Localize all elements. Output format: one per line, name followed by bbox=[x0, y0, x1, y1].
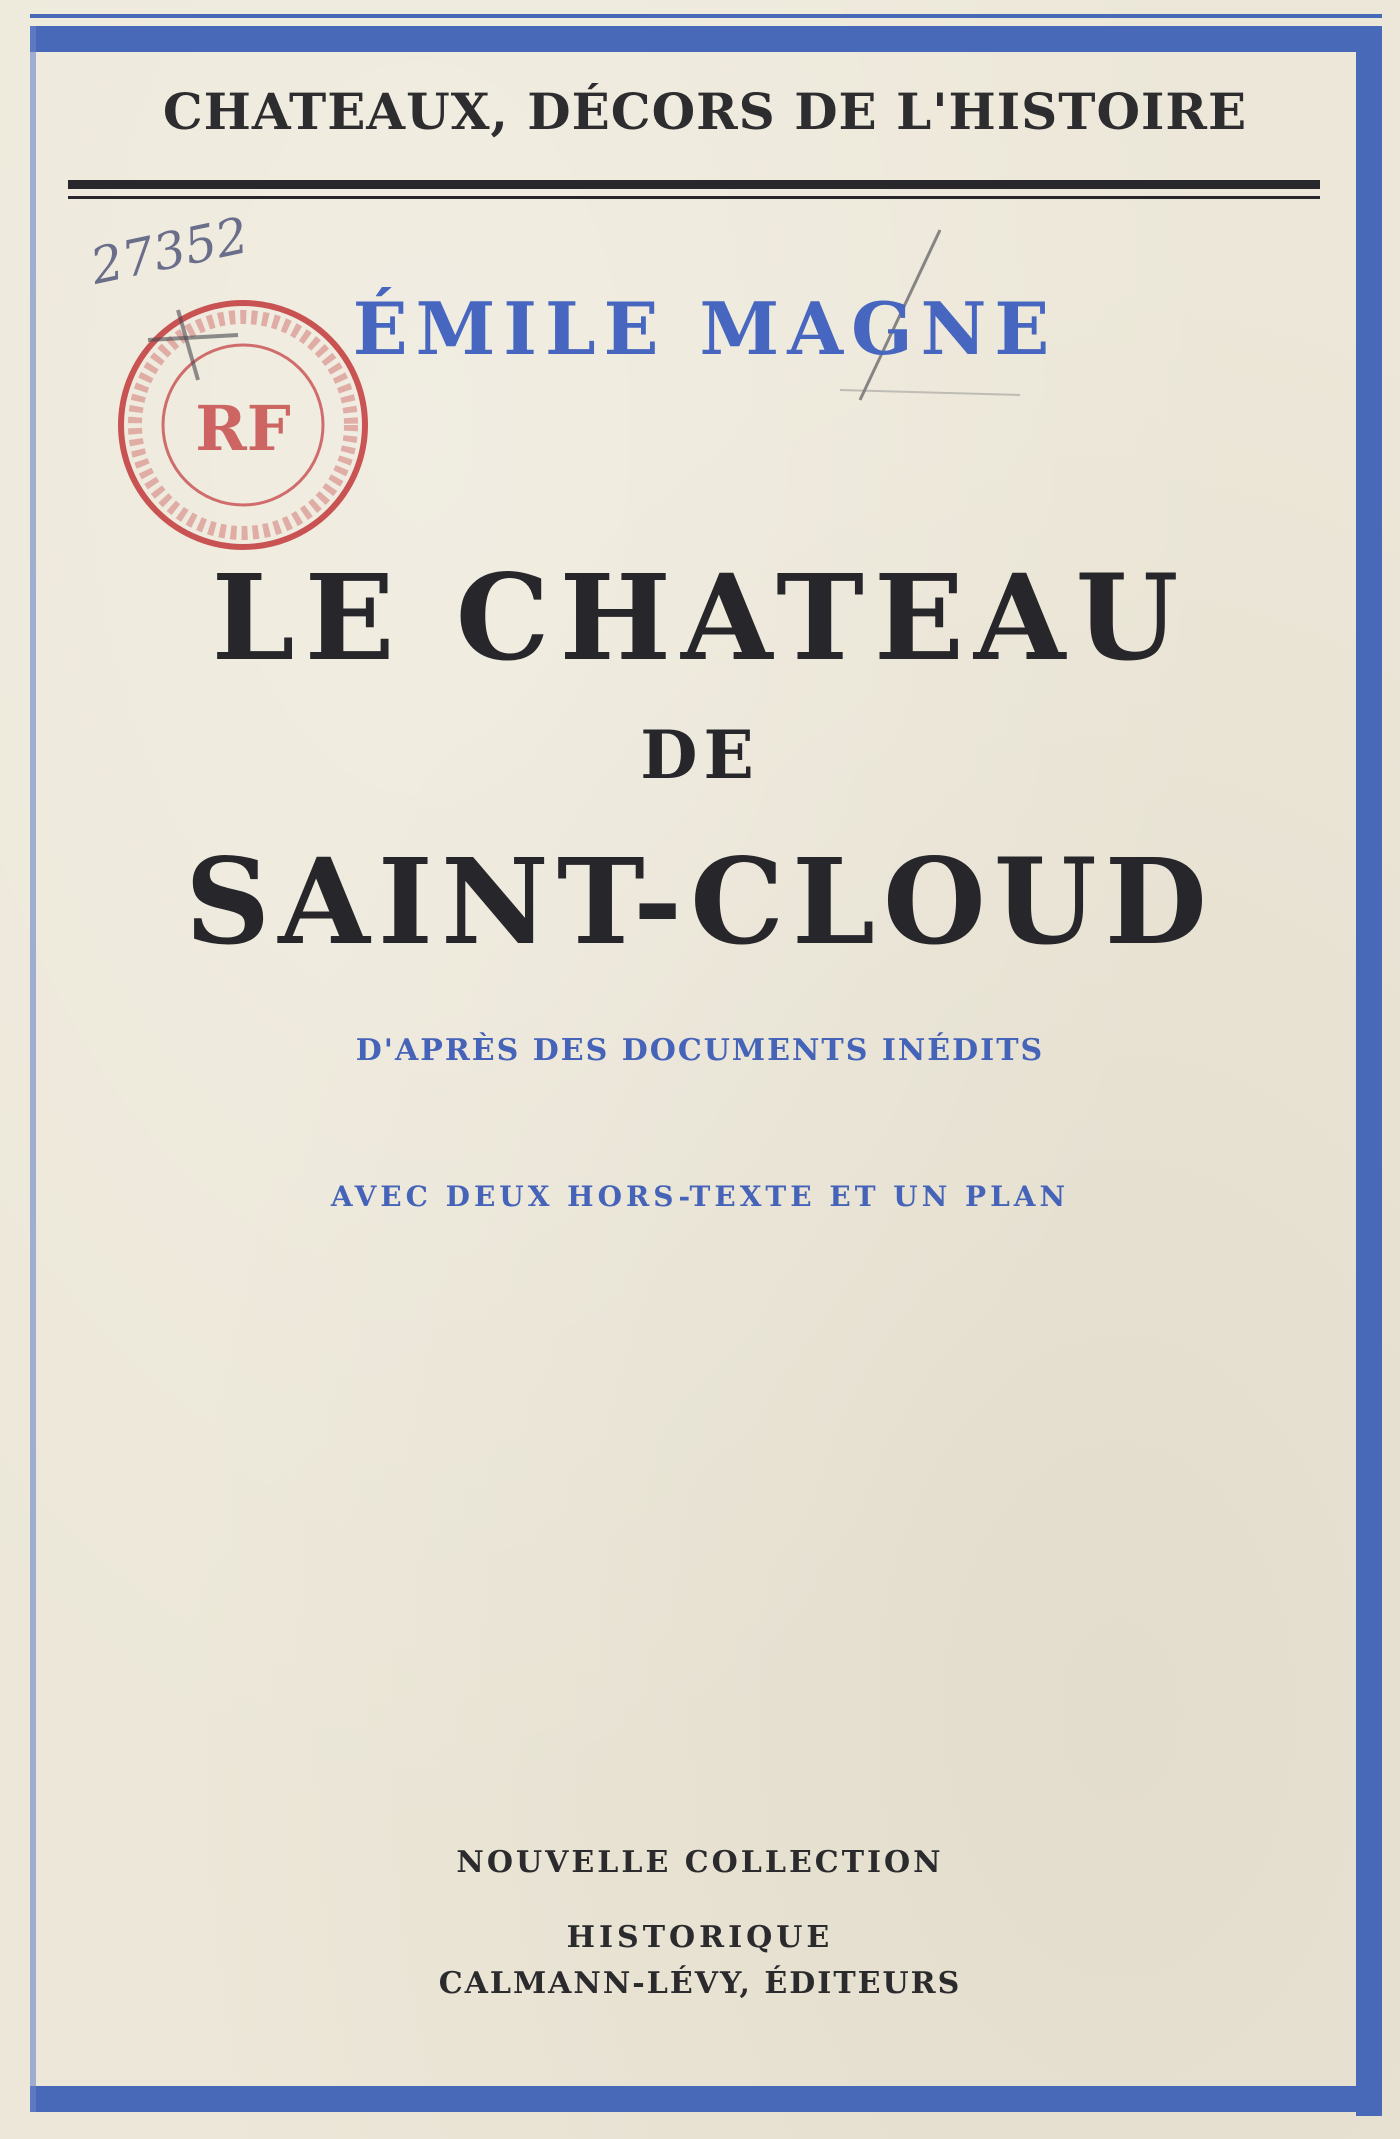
subtitle-documents: D'APRÈS DES DOCUMENTS INÉDITS bbox=[355, 1033, 1045, 1068]
frame-thin-top-border bbox=[30, 14, 1382, 18]
title-line-2: DE bbox=[640, 716, 760, 794]
publisher-historique: HISTORIQUE bbox=[566, 1920, 834, 1955]
frame-right-border bbox=[1356, 26, 1382, 2116]
library-stamp-icon bbox=[108, 290, 378, 560]
frame-top-border bbox=[30, 26, 1382, 52]
publisher-name: CALMANN-LÉVY, ÉDITEURS bbox=[438, 1966, 962, 2001]
series-title: CHATEAUX, DÉCORS DE L'HISTOIRE bbox=[162, 82, 1248, 141]
header-rule-thick bbox=[68, 180, 1320, 189]
stamp-center-text: RF bbox=[195, 392, 291, 465]
publisher-collection: NOUVELLE COLLECTION bbox=[456, 1845, 944, 1880]
handwritten-catalog-number: 27352 bbox=[85, 206, 254, 296]
subtitle-illustrations: AVEC DEUX HORS-TEXTE ET UN PLAN bbox=[330, 1180, 1070, 1213]
frame-bottom-border bbox=[30, 2086, 1382, 2112]
title-line-1: LE CHATEAU bbox=[211, 548, 1189, 687]
header-rule-thin bbox=[68, 196, 1320, 199]
title-line-3: SAINT-CLOUD bbox=[185, 832, 1215, 971]
author-name: ÉMILE MAGNE bbox=[352, 286, 1058, 371]
frame-left-border bbox=[30, 26, 36, 2112]
